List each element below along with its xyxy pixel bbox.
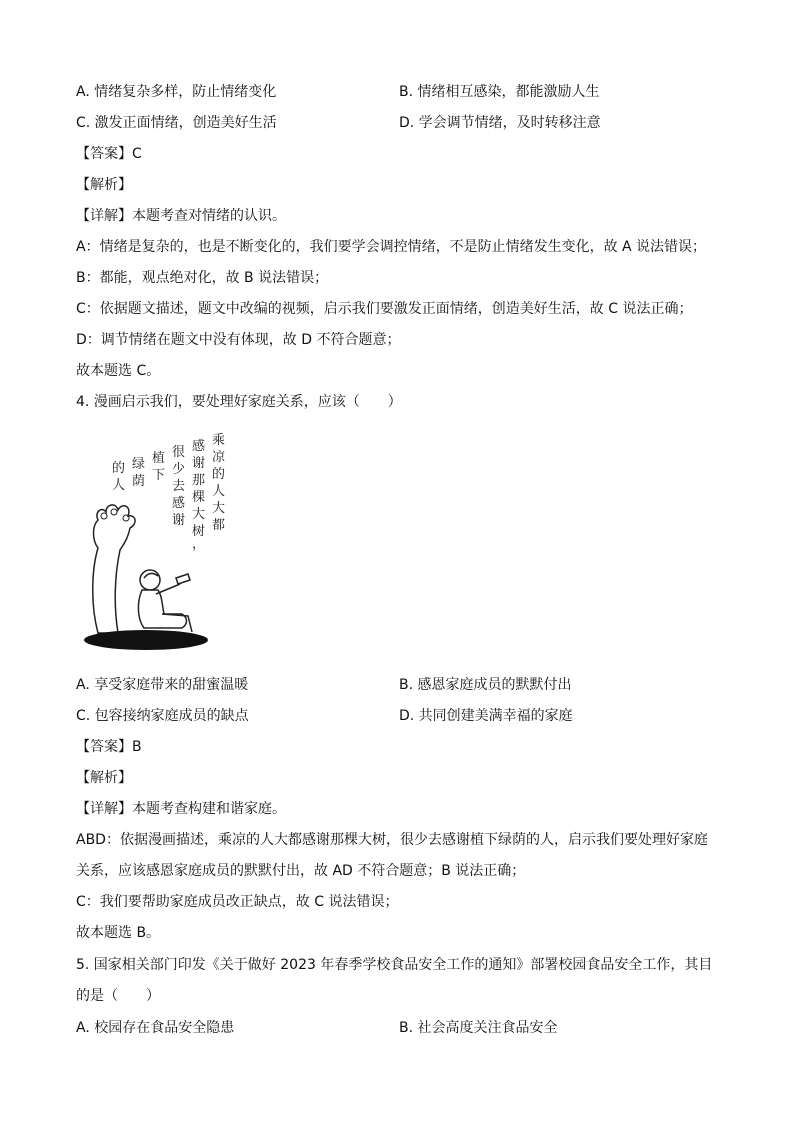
q3-option-c: C. 激发正面情绪，创造美好生活: [76, 115, 277, 131]
ground-shadow: [84, 630, 208, 650]
q4-explanation-c: C：我们要帮助家庭成员改正缺点，故 C 说法错误；: [76, 894, 399, 910]
q5-option-a: A. 校园存在食品安全隐患: [76, 1020, 235, 1036]
tree-trunk: [93, 505, 135, 633]
q4-option-c: C. 包容接纳家庭成员的缺点: [76, 708, 249, 724]
cartoon-char: 少: [172, 462, 186, 477]
cartoon-char: 那: [192, 473, 206, 488]
q3-analysis-label: 【解析】: [76, 177, 132, 193]
q3-options-row-1: [76, 82, 736, 102]
q5-options-row-1: [76, 1018, 736, 1038]
q4-explanation-abd: ABD：依据漫画描述，乘凉的人大都感谢那棵大树，很少去感谢植下绿荫的人，启示我们要处理好家庭: [76, 832, 708, 848]
cartoon-char: 棵: [192, 490, 206, 505]
q3-explanation-a: A：情绪是复杂的，也是不断变化的，我们要学会调控情绪，不是防止情绪发生变化，故 A 说法错误；: [76, 239, 707, 255]
cartoon-char: 大: [192, 507, 206, 522]
cartoon-char: 绿: [132, 457, 146, 472]
cartoon-char: 荫: [132, 474, 146, 489]
cartoon-char: 去: [172, 479, 186, 494]
q4-explanation-abd-cont: 关系，应该感恩家庭成员的默默付出，故 AD 不符合题意；B 说法正确；: [76, 863, 526, 879]
q3-option-a: A. 情绪复杂多样，防止情绪变化: [76, 84, 277, 100]
q3-explanation-b: B：都能，观点绝对化，故 B 说法错误；: [76, 270, 329, 286]
q3-answer: 【答案】C: [76, 146, 142, 162]
q3-conclusion: 故本题选 C。: [76, 363, 161, 379]
cartoon-char: 谢: [192, 456, 206, 471]
q3-option-b: B. 情绪相互感染，都能激励人生: [399, 84, 600, 100]
q3-explanation-c: C：依据题文描述，题文中改编的视频，启示我们要激发正面情绪，创造美好生活，故 C 说法正确；: [76, 301, 693, 317]
cartoon-char: 感: [192, 439, 206, 454]
cartoon-char: 的: [112, 461, 126, 476]
cartoon-image: [84, 428, 232, 658]
q4-stem: 4. 漫画启示我们，要处理好家庭关系，应该（ ）: [76, 394, 402, 410]
q3-explanation-d: D：调节情绪在题文中没有体现，故 D 不符合题意；: [76, 332, 401, 348]
q4-analysis-label: 【解析】: [76, 770, 132, 786]
q4-option-d: D. 共同创建美满幸福的家庭: [399, 708, 573, 724]
cartoon-char: 植: [152, 451, 166, 466]
cartoon-char: 的: [212, 467, 226, 482]
q3-options-row-2: [76, 113, 736, 133]
cartoon-char: 下: [152, 468, 166, 483]
q3-detail: 【详解】本题考查对情绪的认识。: [76, 208, 286, 224]
q4-options-row-1: [76, 675, 736, 695]
cartoon-char: 大: [212, 501, 226, 516]
cartoon-char: 都: [212, 518, 226, 533]
q4-conclusion: 故本题选 B。: [76, 925, 161, 941]
cartoon-char: 感: [172, 496, 186, 511]
cartoon-char: 很: [172, 445, 186, 460]
q5-stem-line-1: 5. 国家相关部门印发《关于做好 2023 年春季学校食品安全工作的通知》部署校园食品安全工作，其目: [76, 957, 713, 973]
q5-stem-line-2: 的是（ ）: [76, 988, 160, 1004]
q3-option-d: D. 学会调节情绪，及时转移注意: [399, 115, 601, 131]
q4-detail: 【详解】本题考查构建和谐家庭。: [76, 801, 286, 817]
seated-man: [138, 570, 192, 632]
q4-answer: 【答案】B: [76, 739, 142, 755]
q5-option-b: B. 社会高度关注食品安全: [399, 1020, 558, 1036]
q4-options-row-2: [76, 706, 736, 726]
q4-option-b: B. 感恩家庭成员的默默付出: [399, 677, 572, 693]
q4-option-a: A. 享受家庭带来的甜蜜温暖: [76, 677, 249, 693]
cartoon-char: 谢: [172, 513, 186, 528]
cartoon-char: ，: [192, 537, 206, 552]
cartoon-char: 人: [112, 478, 126, 493]
cartoon-char: 凉: [212, 450, 226, 465]
cartoon-char: 树: [192, 524, 206, 539]
cartoon-char: 乘: [212, 433, 226, 448]
cartoon-char: 人: [212, 484, 226, 499]
